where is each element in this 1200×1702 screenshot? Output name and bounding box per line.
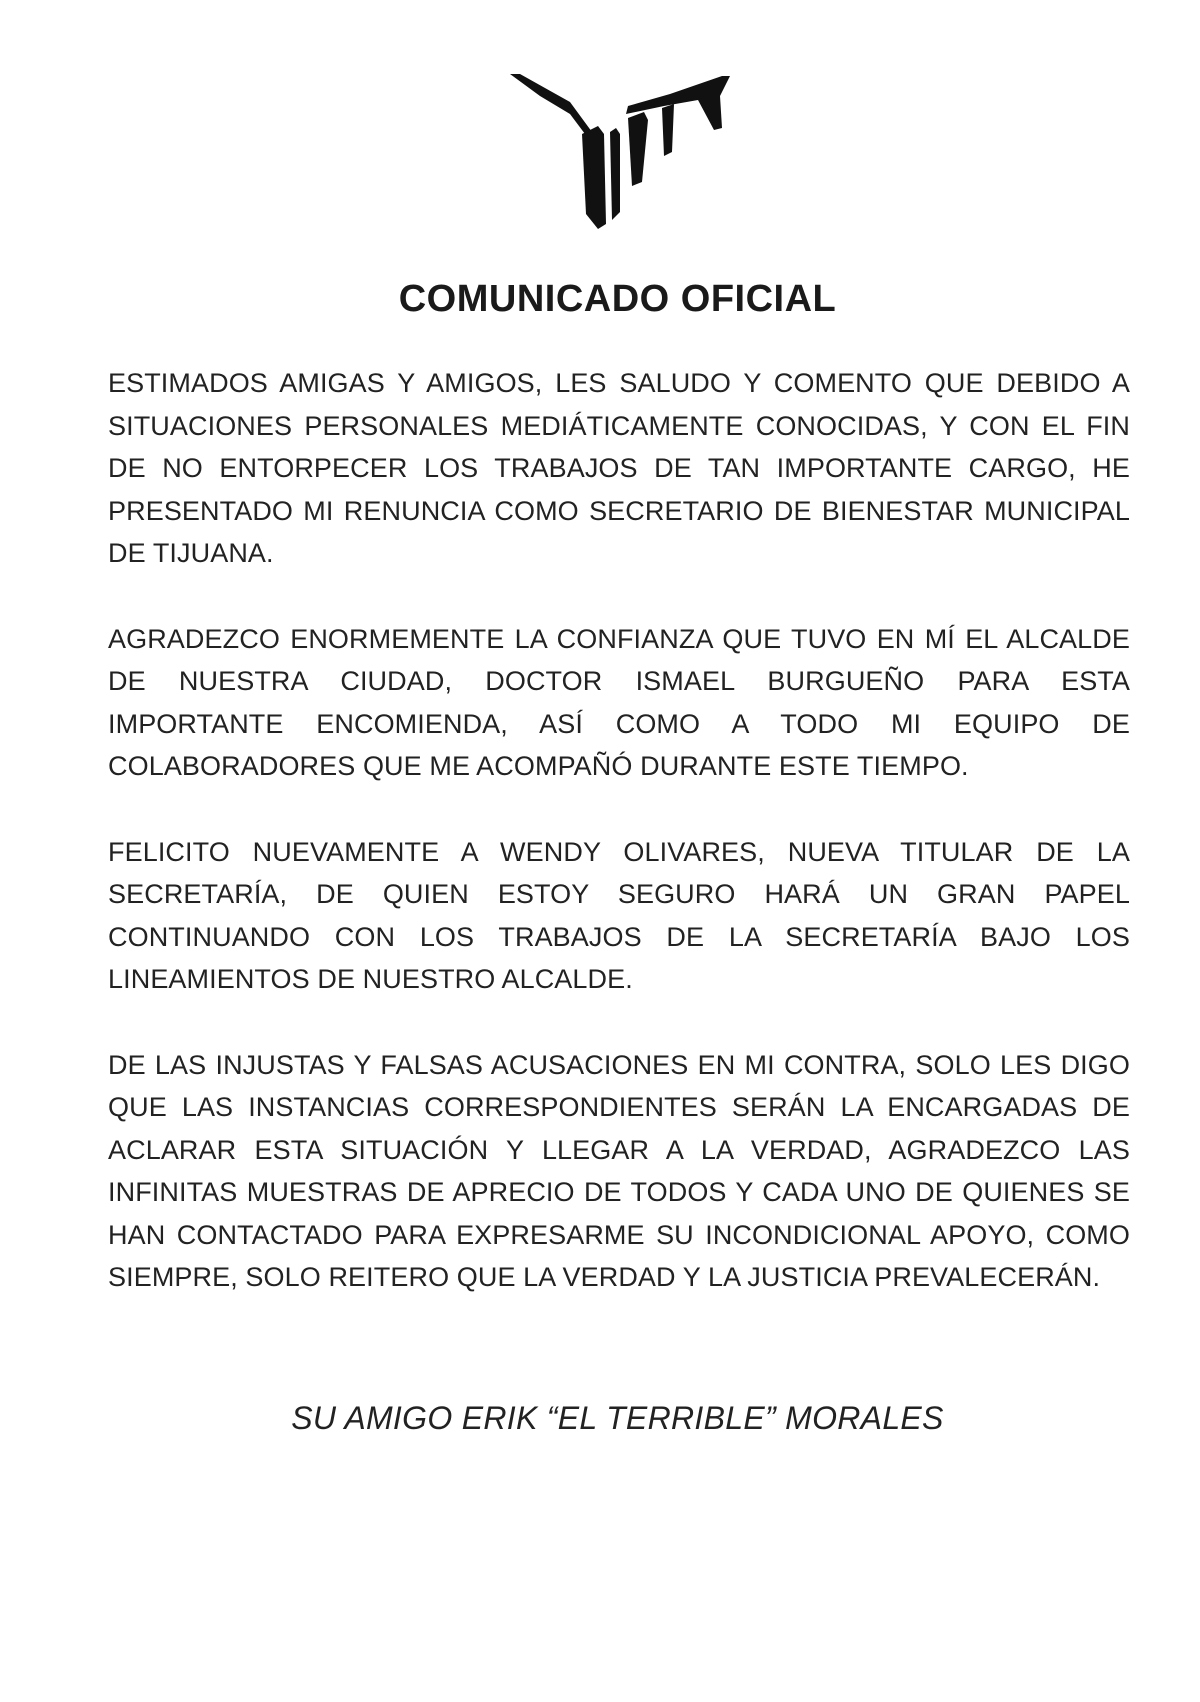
- logo-icon: [510, 74, 730, 229]
- paragraph-resignation: ESTIMADOS AMIGAS Y AMIGOS, LES SALUDO Y COMENTO QUE DEBIDO A SITUACIONES PERSONALES MEDIÁTICAMENTE CONOCIDAS, Y CON EL FIN DE NO ENTORPECER LOS TRABAJOS DE TAN IMPORTANTE CARGO, HE PRESENTADO MI RENUNCIA COMO SECRETARIO DE BIENESTAR MUNICIPAL DE TIJUANA.: [108, 368, 1130, 568]
- paragraph-gratitude: AGRADEZCO ENORMEMENTE LA CONFIANZA QUE TUVO EN MÍ EL ALCALDE DE NUESTRA CIUDAD, DOCTOR ISMAEL BURGUEÑO PARA ESTA IMPORTANTE ENCOMIENDA, ASÍ COMO A TODO MI EQUIPO DE COLABORADORES QUE ME ACOMPAÑÓ DURANTE ESTE TIEMPO.: [108, 623, 1130, 781]
- signature: SU AMIGO ERIK “EL TERRIBLE” MORALES: [291, 1400, 944, 1436]
- document-title: COMUNICADO OFICIAL: [398, 278, 837, 320]
- document-body: [108, 362, 1130, 1342]
- paragraph-accusations: DE LAS INJUSTAS Y FALSAS ACUSACIONES EN MI CONTRA, SOLO LES DIGO QUE LAS INSTANCIAS CORRESPONDIENTES SERÁN LA ENCARGADAS DE ACLARAR ESTA SITUACIÓN Y LLEGAR A LA VERDAD, AGRADEZCO LAS INFINITAS MUESTRAS DE APRECIO DE TODOS Y CADA UNO DE QUIENES SE HAN CONTACTADO PARA EXPRESARME SU INCONDICIONAL APOYO, COMO SIEMPRE, SOLO REITERO QUE LA VERDAD Y LA JUSTICIA PREVALECERÁN.: [108, 1049, 1130, 1292]
- paragraph-congratulations: FELICITO NUEVAMENTE A WENDY OLIVARES, NUEVA TITULAR DE LA SECRETARÍA, DE QUIEN ESTOY SEGURO HARÁ UN GRAN PAPEL CONTINUANDO CON LOS TRABAJOS DE LA SECRETARÍA BAJO LOS LINEAMIENTOS DE NUESTRO ALCALDE.: [108, 836, 1130, 994]
